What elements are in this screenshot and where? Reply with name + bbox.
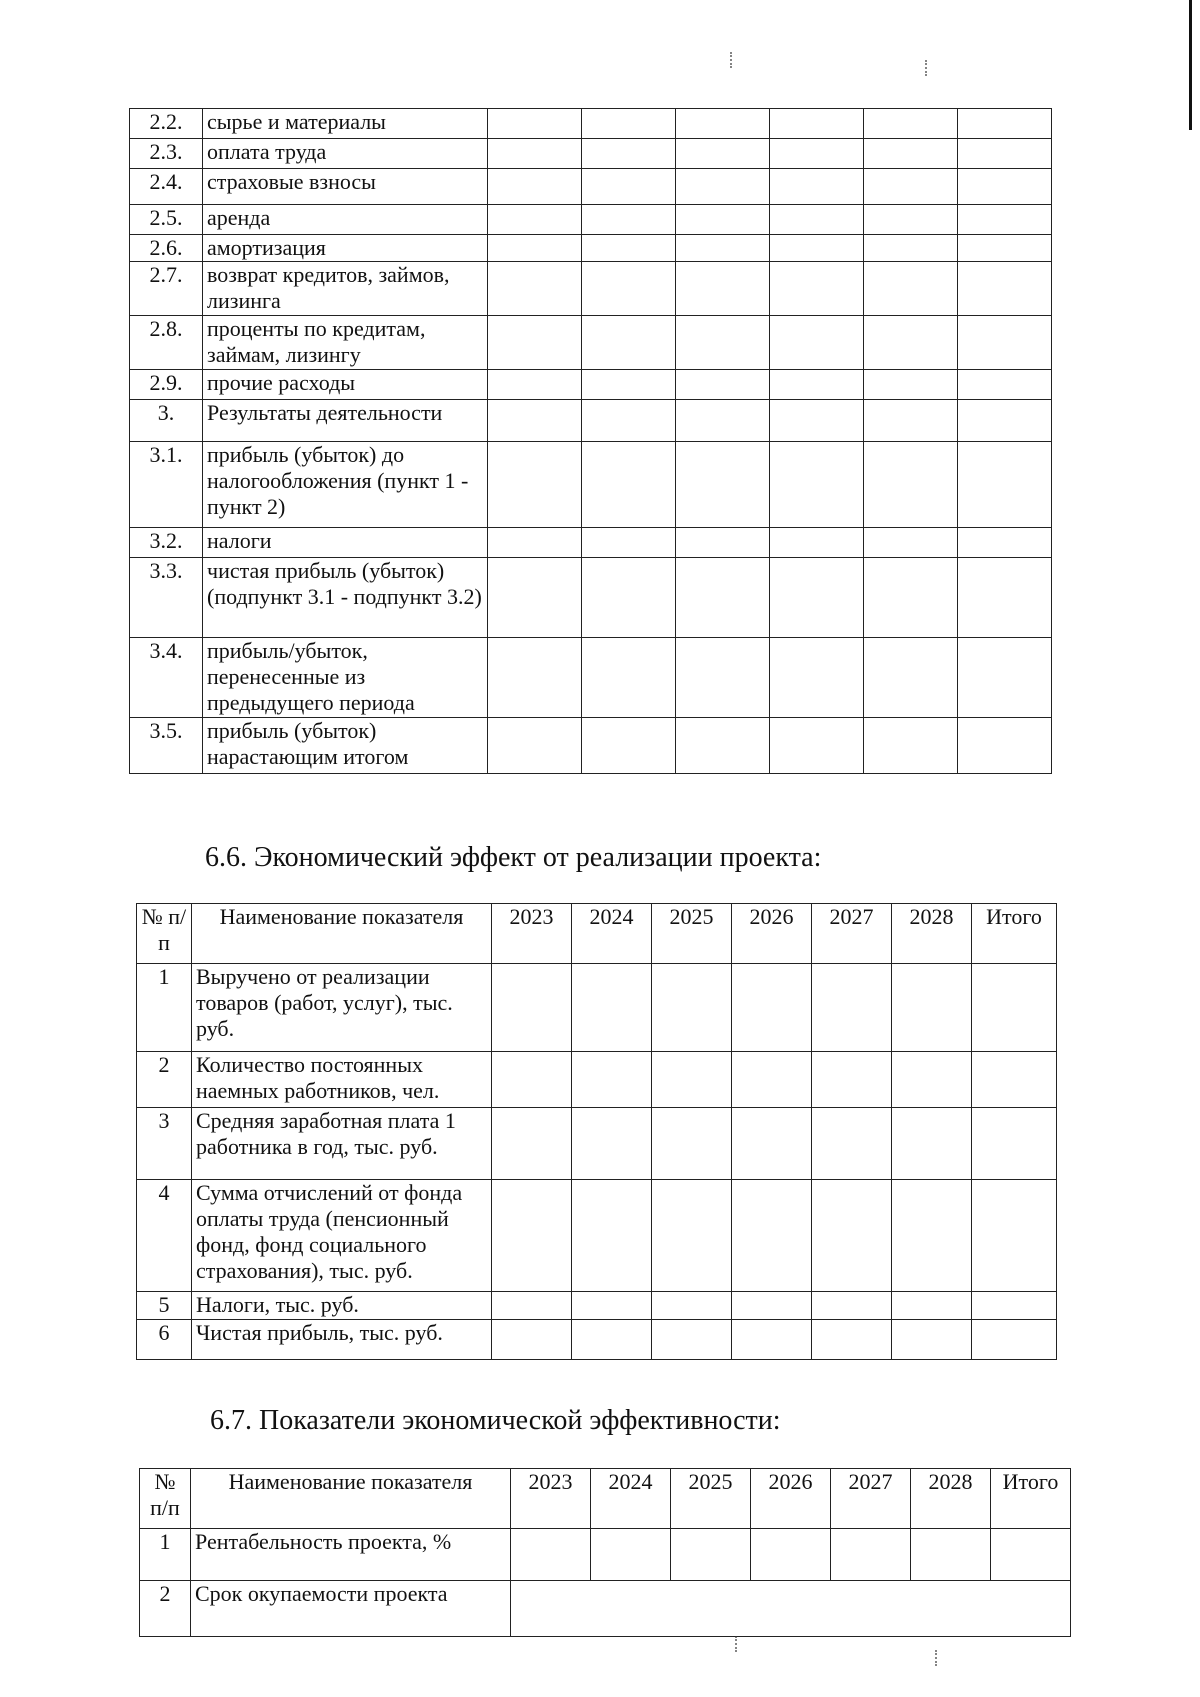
value-cell bbox=[582, 370, 676, 400]
section-6-7-title: 6.7. Показатели экономической эффективности: bbox=[210, 1405, 781, 1436]
value-cell bbox=[972, 964, 1057, 1052]
col-header-total: Итого bbox=[991, 1469, 1071, 1529]
value-cell bbox=[488, 235, 582, 262]
value-cell bbox=[958, 558, 1052, 638]
row-number: 3.2. bbox=[130, 528, 203, 558]
value-cell bbox=[572, 1292, 652, 1320]
value-cell bbox=[864, 316, 958, 370]
value-cell bbox=[864, 528, 958, 558]
row-number: 3.1. bbox=[130, 442, 203, 528]
value-cell bbox=[488, 718, 582, 774]
table-row bbox=[130, 558, 1052, 638]
value-cell bbox=[582, 262, 676, 316]
value-cell bbox=[582, 638, 676, 718]
value-cell bbox=[751, 1529, 831, 1581]
value-cell bbox=[864, 370, 958, 400]
value-cell bbox=[582, 169, 676, 205]
value-cell bbox=[676, 442, 770, 528]
row-number: 1 bbox=[137, 964, 192, 1052]
value-cell bbox=[770, 558, 864, 638]
value-cell bbox=[770, 718, 864, 774]
section-6-6-title: 6.6. Экономический эффект от реализации проекта: bbox=[205, 842, 822, 873]
row-label: возврат кредитов, займов, лизинга bbox=[203, 262, 488, 316]
table-row bbox=[140, 1581, 1071, 1637]
value-cell bbox=[958, 528, 1052, 558]
table-row bbox=[137, 1292, 1057, 1320]
value-cell bbox=[864, 442, 958, 528]
table-row bbox=[130, 370, 1052, 400]
value-cell bbox=[770, 205, 864, 235]
value-cell bbox=[582, 442, 676, 528]
table-row bbox=[137, 964, 1057, 1052]
row-label: прочие расходы bbox=[203, 370, 488, 400]
value-cell bbox=[492, 1180, 572, 1292]
value-cell bbox=[958, 400, 1052, 442]
value-cell bbox=[676, 400, 770, 442]
table-row bbox=[130, 262, 1052, 316]
col-header-total: Итого bbox=[972, 904, 1057, 964]
value-cell bbox=[958, 370, 1052, 400]
row-number: 3.3. bbox=[130, 558, 203, 638]
value-cell bbox=[770, 109, 864, 139]
row-label: Налоги, тыс. руб. bbox=[192, 1292, 492, 1320]
table-row bbox=[130, 718, 1052, 774]
col-header-year: 2026 bbox=[751, 1469, 831, 1529]
value-cell bbox=[770, 638, 864, 718]
value-cell bbox=[488, 262, 582, 316]
table-header-row bbox=[140, 1469, 1071, 1529]
row-label: амортизация bbox=[203, 235, 488, 262]
value-cell bbox=[812, 964, 892, 1052]
value-cell bbox=[864, 109, 958, 139]
row-label: прибыль (убыток) нарастающим итогом bbox=[203, 718, 488, 774]
row-label: прибыль (убыток) до налогообложения (пункт 1 - пункт 2) bbox=[203, 442, 488, 528]
row-number: 2.8. bbox=[130, 316, 203, 370]
value-cell bbox=[958, 442, 1052, 528]
value-cell bbox=[511, 1529, 591, 1581]
col-header-year: 2027 bbox=[831, 1469, 911, 1529]
value-cell bbox=[582, 316, 676, 370]
value-cell bbox=[676, 109, 770, 139]
value-cell bbox=[864, 139, 958, 169]
value-cell bbox=[676, 139, 770, 169]
scan-artifact bbox=[730, 52, 734, 68]
value-cell bbox=[812, 1292, 892, 1320]
row-label: страховые взносы bbox=[203, 169, 488, 205]
value-cell bbox=[892, 1320, 972, 1360]
row-label: Результаты деятельности bbox=[203, 400, 488, 442]
value-cell bbox=[892, 1052, 972, 1108]
table-row bbox=[130, 638, 1052, 718]
row-label: налоги bbox=[203, 528, 488, 558]
value-cell bbox=[488, 638, 582, 718]
value-cell bbox=[488, 169, 582, 205]
value-cell bbox=[958, 262, 1052, 316]
value-cell-merged bbox=[511, 1581, 1071, 1637]
row-number: 2.7. bbox=[130, 262, 203, 316]
scan-artifact bbox=[735, 1636, 739, 1652]
expenses-results-table bbox=[129, 108, 1052, 774]
economic-effect-table bbox=[136, 903, 1057, 1360]
value-cell bbox=[812, 1052, 892, 1108]
row-label: Рентабельность проекта, % bbox=[191, 1529, 511, 1581]
value-cell bbox=[812, 1108, 892, 1180]
row-label: Срок окупаемости проекта bbox=[191, 1581, 511, 1637]
value-cell bbox=[572, 964, 652, 1052]
value-cell bbox=[770, 169, 864, 205]
row-number: 3.5. bbox=[130, 718, 203, 774]
row-label: Средняя заработная плата 1 работника в год, тыс. руб. bbox=[192, 1108, 492, 1180]
value-cell bbox=[582, 109, 676, 139]
value-cell bbox=[770, 442, 864, 528]
row-label: оплата труда bbox=[203, 139, 488, 169]
row-label: Выручено от реализации товаров (работ, услуг), тыс. руб. bbox=[192, 964, 492, 1052]
col-header-year: 2025 bbox=[671, 1469, 751, 1529]
value-cell bbox=[652, 1180, 732, 1292]
row-number: 2.4. bbox=[130, 169, 203, 205]
value-cell bbox=[488, 205, 582, 235]
value-cell bbox=[652, 1108, 732, 1180]
value-cell bbox=[572, 1108, 652, 1180]
table-row bbox=[137, 1108, 1057, 1180]
value-cell bbox=[958, 139, 1052, 169]
value-cell bbox=[652, 964, 732, 1052]
value-cell bbox=[582, 718, 676, 774]
row-number: 4 bbox=[137, 1180, 192, 1292]
row-number: 2 bbox=[140, 1581, 191, 1637]
value-cell bbox=[958, 316, 1052, 370]
row-number: 2.2. bbox=[130, 109, 203, 139]
value-cell bbox=[911, 1529, 991, 1581]
value-cell bbox=[671, 1529, 751, 1581]
row-label: Чистая прибыль, тыс. руб. bbox=[192, 1320, 492, 1360]
col-header-year: 2024 bbox=[591, 1469, 671, 1529]
col-header-year: 2023 bbox=[492, 904, 572, 964]
value-cell bbox=[972, 1108, 1057, 1180]
value-cell bbox=[958, 169, 1052, 205]
col-header-num: № п/п bbox=[137, 904, 192, 964]
value-cell bbox=[652, 1292, 732, 1320]
value-cell bbox=[770, 370, 864, 400]
value-cell bbox=[892, 1292, 972, 1320]
value-cell bbox=[676, 262, 770, 316]
table-row bbox=[130, 235, 1052, 262]
table-row bbox=[130, 139, 1052, 169]
value-cell bbox=[770, 400, 864, 442]
value-cell bbox=[831, 1529, 911, 1581]
value-cell bbox=[770, 528, 864, 558]
value-cell bbox=[864, 169, 958, 205]
value-cell bbox=[492, 1320, 572, 1360]
value-cell bbox=[488, 528, 582, 558]
value-cell bbox=[488, 316, 582, 370]
col-header-year: 2028 bbox=[892, 904, 972, 964]
row-number: 2.9. bbox=[130, 370, 203, 400]
value-cell bbox=[770, 235, 864, 262]
table-row bbox=[130, 442, 1052, 528]
table-row bbox=[130, 316, 1052, 370]
value-cell bbox=[488, 109, 582, 139]
table-row bbox=[130, 528, 1052, 558]
value-cell bbox=[582, 400, 676, 442]
value-cell bbox=[732, 1292, 812, 1320]
value-cell bbox=[770, 262, 864, 316]
value-cell bbox=[812, 1320, 892, 1360]
row-number: 2.5. bbox=[130, 205, 203, 235]
value-cell bbox=[572, 1180, 652, 1292]
table-row bbox=[137, 1180, 1057, 1292]
value-cell bbox=[488, 400, 582, 442]
table-row bbox=[130, 205, 1052, 235]
value-cell bbox=[488, 558, 582, 638]
value-cell bbox=[492, 964, 572, 1052]
value-cell bbox=[864, 558, 958, 638]
value-cell bbox=[864, 205, 958, 235]
value-cell bbox=[770, 139, 864, 169]
value-cell bbox=[676, 316, 770, 370]
row-number: 3.4. bbox=[130, 638, 203, 718]
value-cell bbox=[676, 528, 770, 558]
col-header-name: Наименование показателя bbox=[191, 1469, 511, 1529]
value-cell bbox=[492, 1108, 572, 1180]
value-cell bbox=[676, 235, 770, 262]
value-cell bbox=[582, 528, 676, 558]
table-row bbox=[137, 1320, 1057, 1360]
value-cell bbox=[492, 1292, 572, 1320]
table-row bbox=[130, 400, 1052, 442]
value-cell bbox=[770, 316, 864, 370]
value-cell bbox=[864, 638, 958, 718]
value-cell bbox=[492, 1052, 572, 1108]
value-cell bbox=[732, 1108, 812, 1180]
row-label: прибыль/убыток, перенесенные из предыдущего периода bbox=[203, 638, 488, 718]
row-number: 2 bbox=[137, 1052, 192, 1108]
value-cell bbox=[864, 400, 958, 442]
value-cell bbox=[732, 1320, 812, 1360]
value-cell bbox=[652, 1052, 732, 1108]
value-cell bbox=[591, 1529, 671, 1581]
value-cell bbox=[488, 139, 582, 169]
value-cell bbox=[676, 718, 770, 774]
value-cell bbox=[582, 558, 676, 638]
value-cell bbox=[732, 1180, 812, 1292]
value-cell bbox=[958, 109, 1052, 139]
col-header-year: 2026 bbox=[732, 904, 812, 964]
col-header-year: 2028 bbox=[911, 1469, 991, 1529]
value-cell bbox=[972, 1320, 1057, 1360]
value-cell bbox=[488, 442, 582, 528]
value-cell bbox=[972, 1292, 1057, 1320]
value-cell bbox=[572, 1052, 652, 1108]
row-number: 1 bbox=[140, 1529, 191, 1581]
value-cell bbox=[582, 205, 676, 235]
value-cell bbox=[676, 638, 770, 718]
value-cell bbox=[676, 205, 770, 235]
value-cell bbox=[972, 1180, 1057, 1292]
value-cell bbox=[892, 1108, 972, 1180]
value-cell bbox=[676, 169, 770, 205]
col-header-year: 2025 bbox=[652, 904, 732, 964]
row-number: 6 bbox=[137, 1320, 192, 1360]
scan-artifact bbox=[925, 60, 929, 76]
col-header-year: 2027 bbox=[812, 904, 892, 964]
row-number: 2.6. bbox=[130, 235, 203, 262]
row-label: Сумма отчислений от фонда оплаты труда (пенсионный фонд, фонд социального страхования), тыс. руб. bbox=[192, 1180, 492, 1292]
value-cell bbox=[812, 1180, 892, 1292]
page-margin-line bbox=[1189, 0, 1192, 130]
value-cell bbox=[488, 370, 582, 400]
table-row bbox=[137, 1052, 1057, 1108]
value-cell bbox=[572, 1320, 652, 1360]
row-label: Количество постоянных наемных работников, чел. bbox=[192, 1052, 492, 1108]
table-header-row bbox=[137, 904, 1057, 964]
value-cell bbox=[652, 1320, 732, 1360]
value-cell bbox=[892, 964, 972, 1052]
row-number: 5 bbox=[137, 1292, 192, 1320]
efficiency-indicators-table bbox=[139, 1468, 1071, 1637]
value-cell bbox=[676, 370, 770, 400]
col-header-num: № п/п bbox=[140, 1469, 191, 1529]
table-row bbox=[130, 169, 1052, 205]
scan-artifact bbox=[935, 1650, 939, 1666]
value-cell bbox=[582, 139, 676, 169]
value-cell bbox=[676, 558, 770, 638]
value-cell bbox=[582, 235, 676, 262]
value-cell bbox=[892, 1180, 972, 1292]
row-label: сырье и материалы bbox=[203, 109, 488, 139]
col-header-name: Наименование показателя bbox=[192, 904, 492, 964]
row-number: 3. bbox=[130, 400, 203, 442]
table-row bbox=[140, 1529, 1071, 1581]
value-cell bbox=[864, 235, 958, 262]
table-row bbox=[130, 109, 1052, 139]
value-cell bbox=[958, 718, 1052, 774]
row-number: 2.3. bbox=[130, 139, 203, 169]
value-cell bbox=[958, 205, 1052, 235]
value-cell bbox=[958, 638, 1052, 718]
row-number: 3 bbox=[137, 1108, 192, 1180]
row-label: чистая прибыль (убыток) (подпункт 3.1 - подпункт 3.2) bbox=[203, 558, 488, 638]
value-cell bbox=[991, 1529, 1071, 1581]
row-label: аренда bbox=[203, 205, 488, 235]
col-header-year: 2024 bbox=[572, 904, 652, 964]
value-cell bbox=[972, 1052, 1057, 1108]
value-cell bbox=[864, 262, 958, 316]
value-cell bbox=[864, 718, 958, 774]
value-cell bbox=[958, 235, 1052, 262]
value-cell bbox=[732, 964, 812, 1052]
row-label: проценты по кредитам, займам, лизингу bbox=[203, 316, 488, 370]
value-cell bbox=[732, 1052, 812, 1108]
col-header-year: 2023 bbox=[511, 1469, 591, 1529]
